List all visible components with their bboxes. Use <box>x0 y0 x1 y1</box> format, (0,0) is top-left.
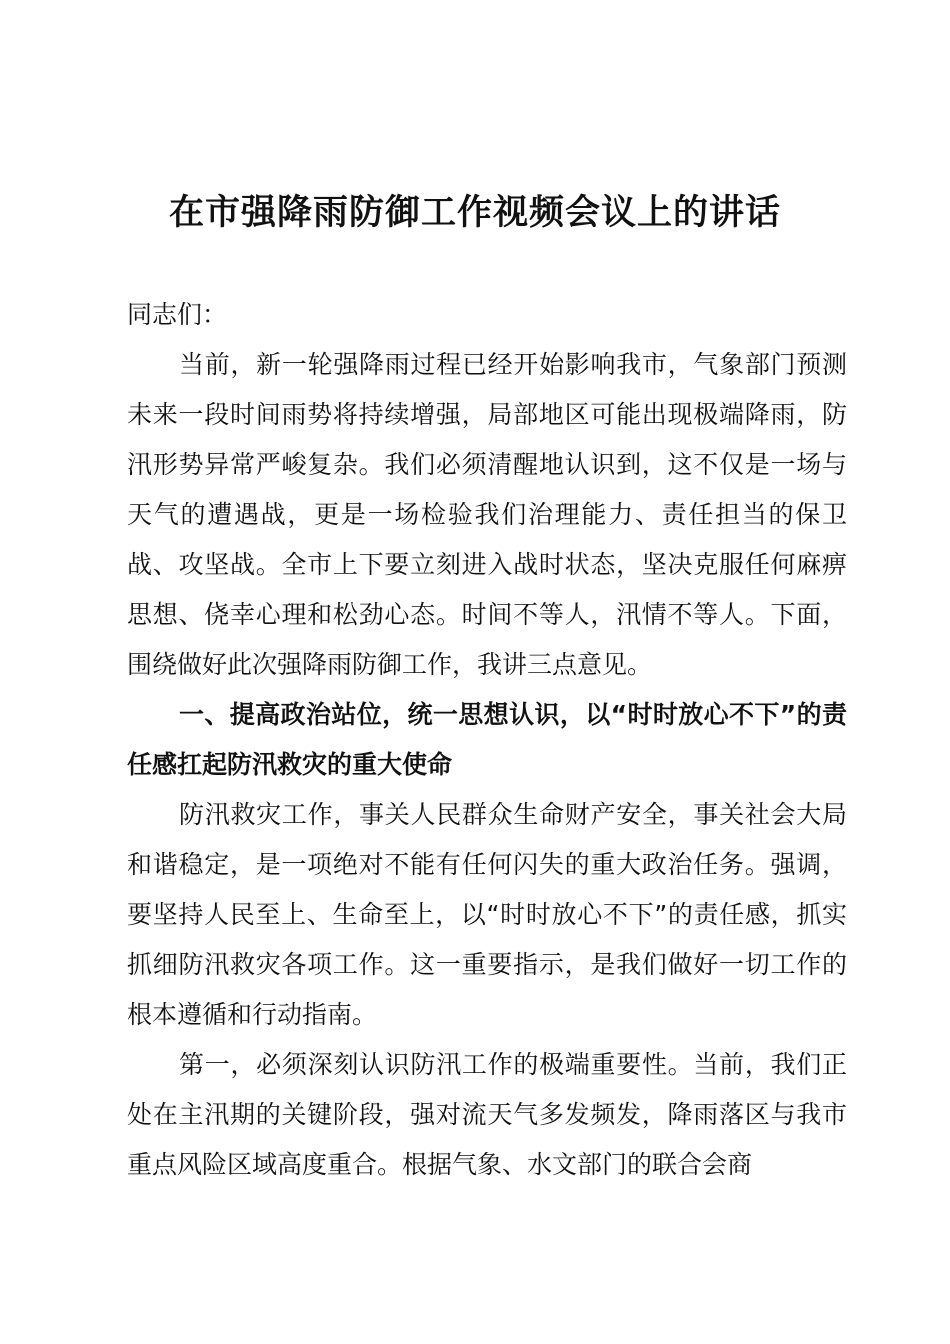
document-title: 在市强降雨防御工作视频会议上的讲话 <box>168 192 781 233</box>
salutation: 同志们： <box>127 300 228 329</box>
paragraph-intro: 当前，新一轮强降雨过程已经开始影响我市，气象部门预测未来一段时间雨势将持续增强，局部地区可能出现极端降雨，防汛形势异常严峻复杂。我们必须清醒地认识到，这不仅是一场与天气的遭遇战，更是一场检验我们治理能力、责任担当的保卫战、攻坚战。全市上下要立刻进入战时状态，坚决克服任何麻痹思想、侥幸心理和松劲心态。时间不等人，汛情不等人。下面，围绕做好此次强降雨防御工作，我讲三点意见。 <box>127 350 847 679</box>
paragraph-point-1: 第一，必须深刻认识防汛工作的极端重要性。当前，我们正处在主汛期的关键阶段，强对流天气多发频发，降雨落区与我市重点风险区域高度重合。根据气象、水文部门的联合会商 <box>127 1050 847 1179</box>
paragraph-section-1: 防汛救灾工作，事关人民群众生命财产安全，事关社会大局和谐稳定，是一项绝对不能有任何闪失的重大政治任务。强调，要坚持人民至上、生命至上，以“时时放心不下”的责任感，抓实抓细防汛救灾各项工作。这一重要指示，是我们做好一切工作的根本遵循和行动指南。 <box>127 800 847 1029</box>
section-heading-1: 一、提高政治站位，统一思想认识，以“时时放心不下”的责任感扛起防汛救灾的重大使命 <box>127 700 847 779</box>
document-body <box>127 290 847 1190</box>
